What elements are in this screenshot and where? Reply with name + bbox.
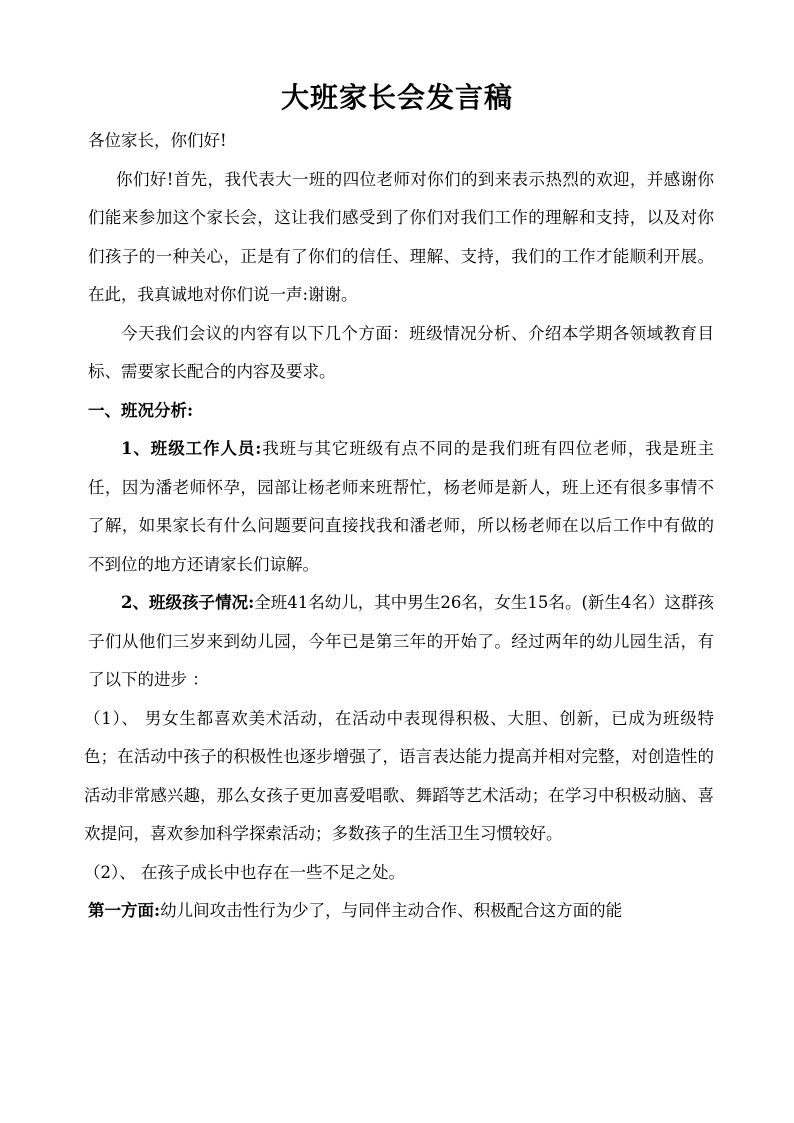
list-marker-2: （2）、 <box>84 862 136 882</box>
list-item-progress <box>84 700 714 854</box>
sub-heading-children-status: 2、班级孩子情况: <box>121 593 255 612</box>
shortcomings-text: 在孩子成长中也存在一些不足之处。 <box>135 862 405 882</box>
progress-text: 男女生都喜欢美术活动，在活动中表现得积极、大胆、创新，已成为班级特色；在活动中孩子的积极性也逐步增强了，语言表达能力提高并相对完整，对创造性的活动非常感兴趣，那么女孩子更加喜爱唱歌、舞蹈等艺术活动；在学习中积极动脑、喜欢提问，喜欢参加科学探索活动；多数孩子的生活卫生习惯较好。 <box>84 708 715 843</box>
list-marker-1: （1）、 <box>84 708 139 728</box>
document-body <box>84 122 715 931</box>
paragraph-children-status <box>88 584 714 700</box>
sub-heading-class-staff: 1、班级工作人员: <box>121 439 262 458</box>
paragraph-agenda: 今天我们会议的内容有以下几个方面：班级情况分析、介绍本学期各领域教育目标、需要家长配合的内容及要求。 <box>88 323 714 381</box>
list-item-shortcomings <box>84 854 714 893</box>
greeting: 各位家长，你们好! <box>88 131 227 150</box>
aspect-one-text: 幼儿间攻击性行为少了，与同伴主动合作、积极配合这方面的能 <box>160 901 623 920</box>
aspect-one-label: 第一方面: <box>88 901 161 920</box>
paragraph-aspect-one <box>88 892 714 931</box>
class-staff-text: 我班与其它班级有点不同的是我们班有四位老师，我是班主任，因为潘老师怀孕，园部让杨老师来班帮忙，杨老师是新人，班上还有很多事情不了解，如果家长有什么问题要问直接找我和潘老师，所以杨老师在以后工作中有做的不到位的地方还请家长们谅解。 <box>88 439 715 574</box>
section-heading-class-analysis: 一、班况分析: <box>88 400 194 420</box>
paragraph-welcome: 你们好!首先，我代表大一班的四位老师对你们的到来表示热烈的欢迎，并感谢你们能来参加这个家长会，这让我们感受到了你们对我们工作的理解和支持，以及对你们孩子的一种关心，正是有了你们的信任、理解、支持，我们的工作才能顺利开展。在此，我真诚地对你们说一声:谢谢。 <box>88 169 714 304</box>
document-title: 大班家长会发言稿 <box>280 81 513 114</box>
paragraph-class-staff <box>88 430 714 584</box>
children-status-text: 全班41名幼儿，其中男生26名，女生15名。(新生4名）这群孩子们从他们三岁来到幼儿园，今年已是第三年的开始了。经过两年的幼儿园生活，有了以下的进步 ： <box>88 593 714 689</box>
